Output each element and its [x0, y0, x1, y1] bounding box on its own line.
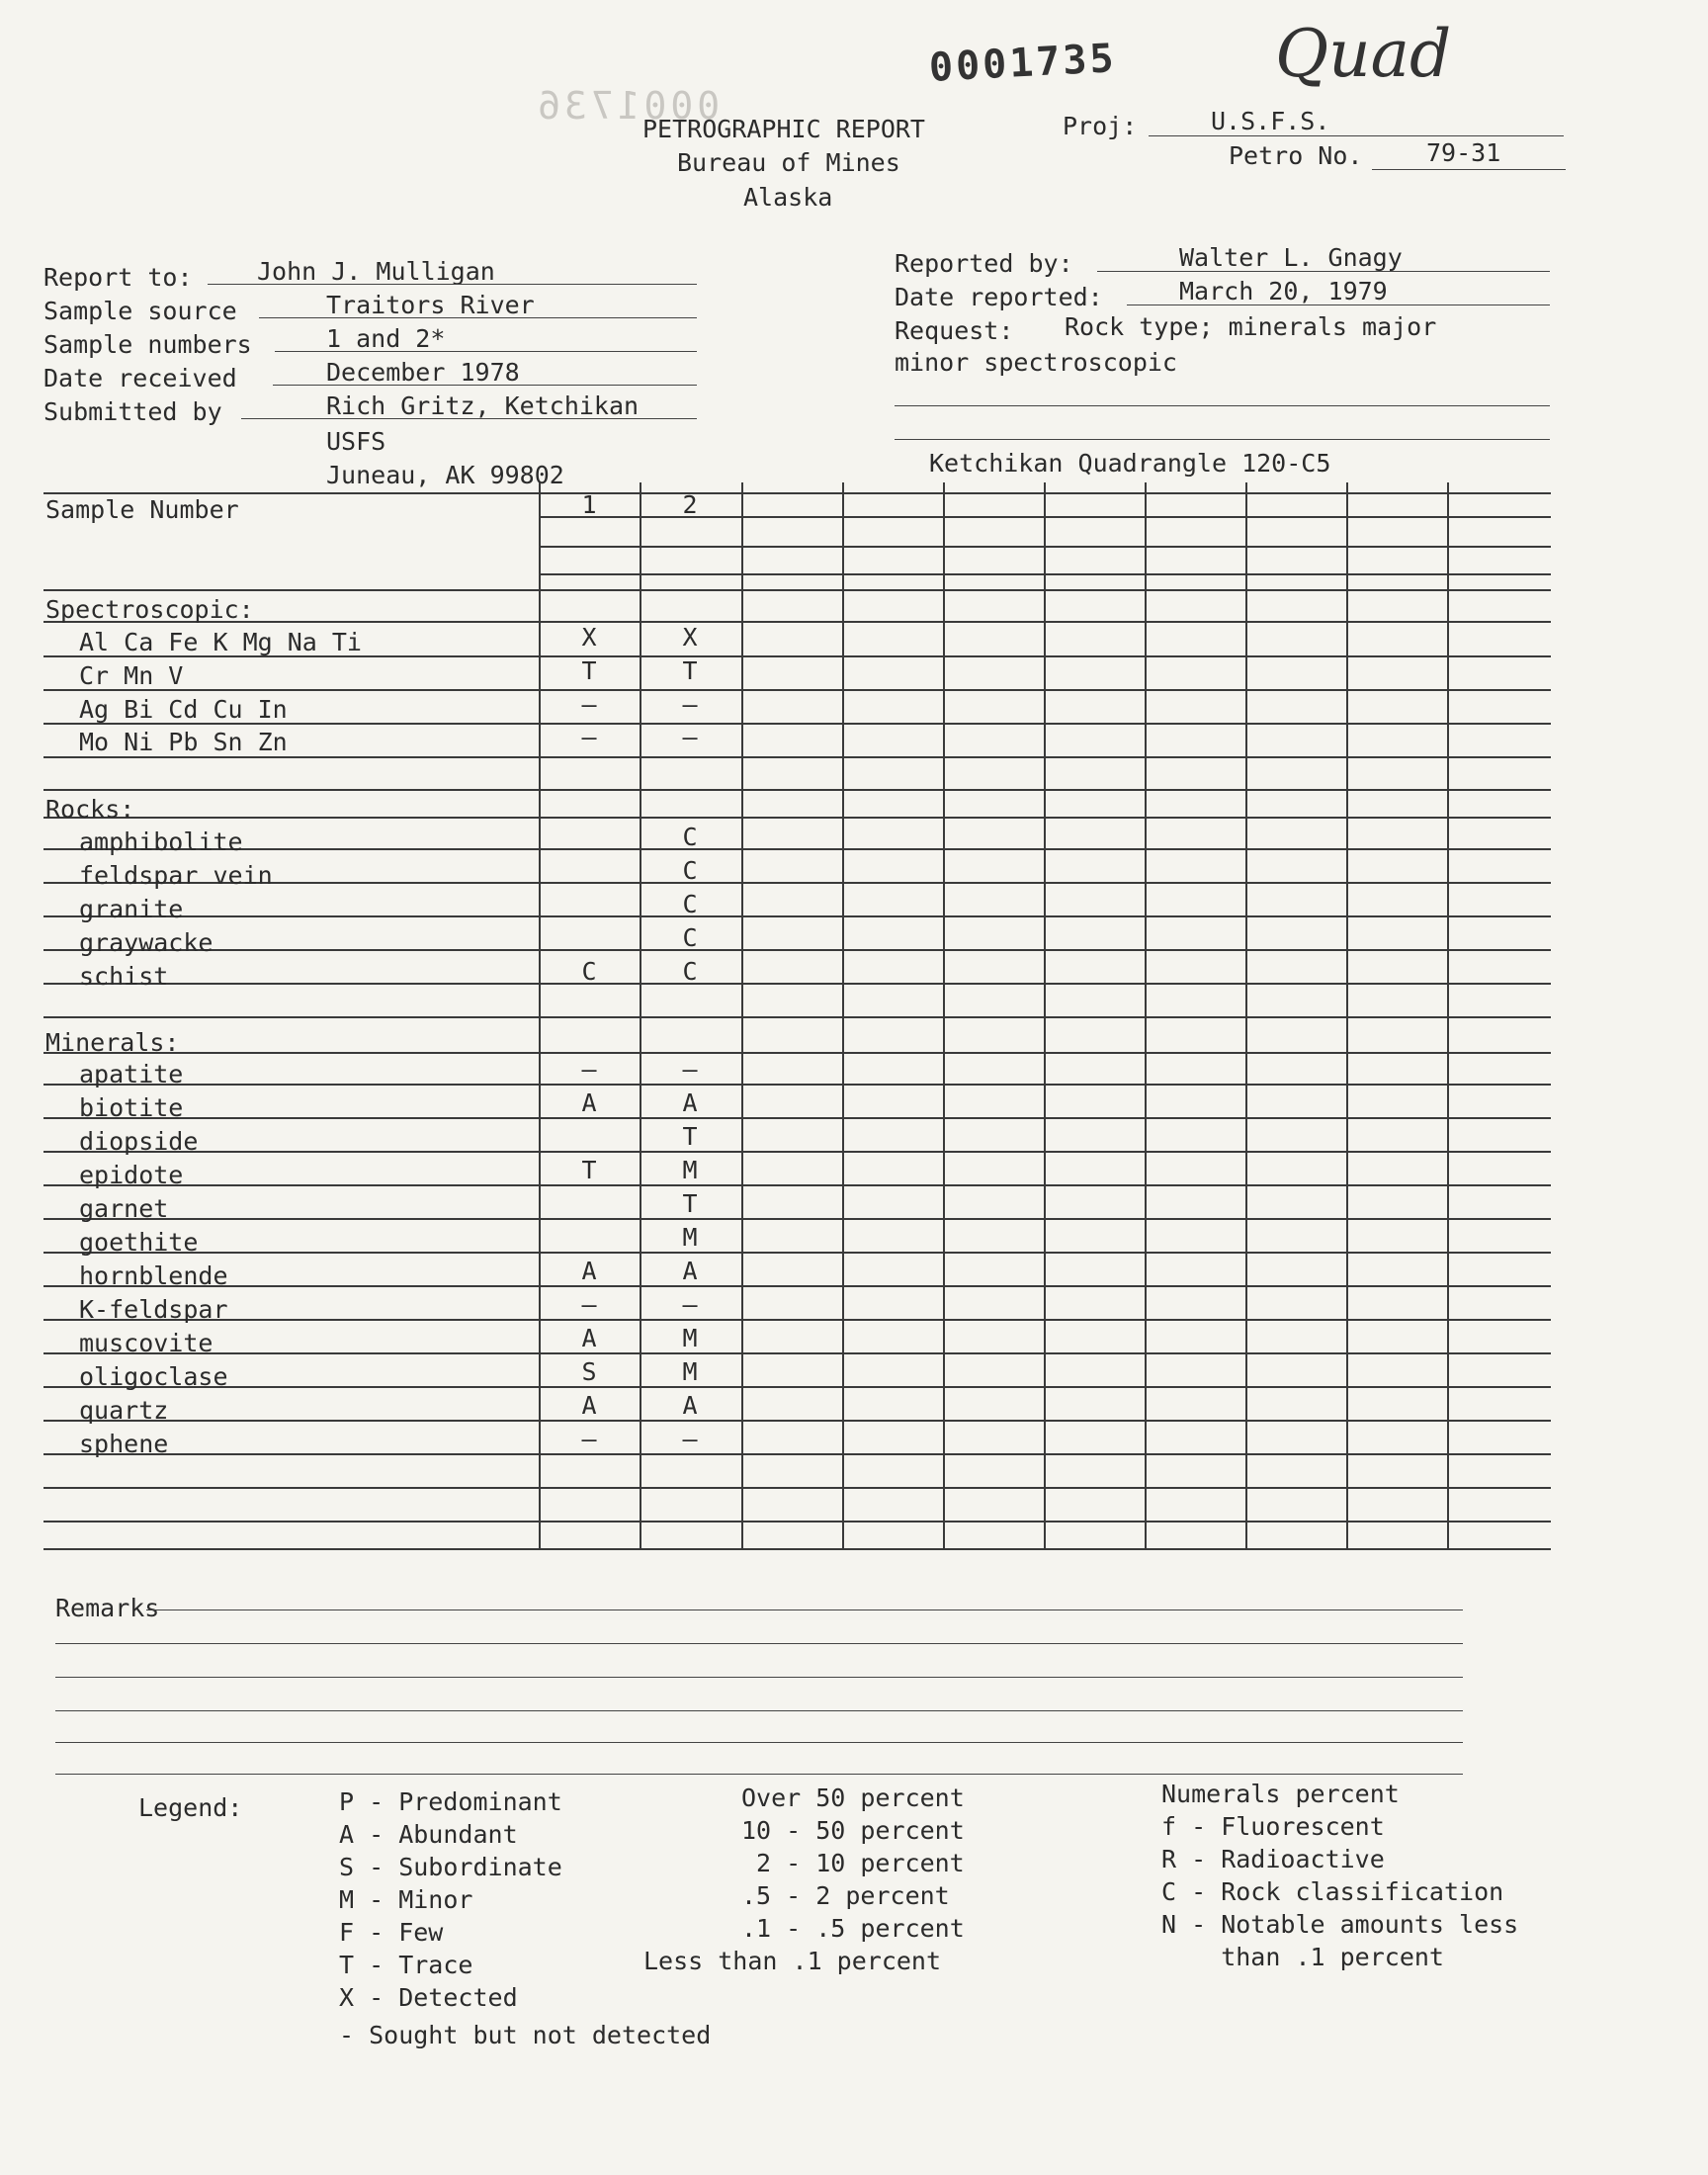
table-rule [43, 1319, 1551, 1321]
rock-cell-s1: C [581, 957, 597, 986]
spectro-row-label: Ag Bi Cd Cu In [79, 695, 288, 724]
table-rule [43, 949, 1551, 951]
rock-cell-s2: C [682, 823, 698, 851]
legend-code: A - Abundant [339, 1820, 518, 1849]
mineral-row-label: K-feldspar [79, 1295, 228, 1324]
legend-code: S - Subordinate [339, 1853, 562, 1881]
column-divider [1447, 482, 1449, 1548]
remarks-line [55, 1710, 1463, 1711]
rock-row-label: schist [79, 962, 169, 991]
mineral-row-label: epidote [79, 1161, 184, 1189]
sample-source-label: Sample source [43, 297, 237, 325]
legend-note: C - Rock classification [1161, 1877, 1504, 1906]
sample-numbers-underline [275, 351, 697, 352]
sample-numbers-label: Sample numbers [43, 330, 252, 359]
mineral-row-label: garnet [79, 1194, 169, 1223]
request-label: Request: [895, 316, 1014, 345]
date-reported-value: March 20, 1979 [1179, 277, 1388, 305]
table-rule [43, 1218, 1551, 1220]
rock-row-label: graywacke [79, 928, 214, 957]
mineral-row-label: diopside [79, 1127, 199, 1156]
petro-no-underline [1372, 169, 1566, 170]
date-received-label: Date received [43, 364, 237, 392]
spectro-cell-s1: X [581, 623, 597, 652]
column-divider [1145, 482, 1147, 1548]
petro-no-value: 79-31 [1426, 138, 1501, 167]
request-line-1: Rock type; minerals major [1065, 312, 1437, 341]
legend-range: 10 - 50 percent [741, 1816, 965, 1845]
legend-range: 2 - 10 percent [756, 1849, 965, 1877]
reported-by-value: Walter L. Gnagy [1179, 243, 1403, 272]
column-divider [539, 482, 541, 1548]
legend-note: R - Radioactive [1161, 1845, 1385, 1873]
column-divider [640, 482, 641, 1548]
submitted-by-line-3: Juneau, AK 99802 [326, 461, 564, 489]
rock-cell-s2: C [682, 856, 698, 885]
column-divider [1245, 482, 1247, 1548]
mineral-row-label: oligoclase [79, 1362, 228, 1391]
column-divider [1044, 482, 1046, 1548]
legend-range: Less than .1 percent [643, 1947, 942, 1975]
spectro-row-label: Cr Mn V [79, 661, 184, 690]
table-rule [43, 1117, 1551, 1119]
spectro-cell-s2: – [682, 690, 698, 719]
mineral-row-label: hornblende [79, 1262, 228, 1290]
mineral-cell-s2: – [682, 1290, 698, 1319]
report-title: PETROGRAPHIC REPORT [642, 115, 925, 143]
mineral-cell-s2: M [682, 1156, 698, 1184]
table-rule [43, 983, 1551, 985]
table-rule [43, 1420, 1551, 1422]
legend-code: F - Few [339, 1918, 444, 1947]
spectro-cell-s2: T [682, 656, 698, 685]
remarks-line [55, 1774, 1463, 1775]
table-rule [43, 1184, 1551, 1186]
table-rule [43, 1521, 1551, 1522]
legend-code: M - Minor [339, 1885, 473, 1914]
rock-row-label: granite [79, 895, 184, 923]
mineral-cell-s1: – [581, 1055, 597, 1084]
report-subtitle: Bureau of Mines [677, 148, 900, 177]
reported-by-label: Reported by: [895, 249, 1073, 278]
document-number: 0001735 [927, 36, 1118, 91]
legend-range: .5 - 2 percent [741, 1881, 950, 1910]
mineral-cell-s2: – [682, 1425, 698, 1453]
legend-code: X - Detected [339, 1983, 518, 2012]
proj-label: Proj: [1063, 112, 1138, 140]
mineral-cell-s1: A [581, 1324, 597, 1352]
date-reported-underline [1127, 304, 1550, 305]
mineral-cell-s2: T [682, 1189, 698, 1218]
report-location: Alaska [743, 183, 833, 212]
spectro-row-label: Al Ca Fe K Mg Na Ti [79, 628, 362, 656]
legend-code: P - Predominant [339, 1787, 562, 1816]
mineral-cell-s1: – [581, 1425, 597, 1453]
table-rule [43, 1084, 1551, 1086]
sample-column-1: 1 [581, 490, 597, 519]
mineral-row-label: apatite [79, 1060, 184, 1088]
quadrangle-label: Ketchikan Quadrangle 120-C5 [929, 449, 1331, 478]
spectro-cell-s2: – [682, 723, 698, 751]
table-rule [43, 689, 1551, 691]
legend-code: - Sought but not detected [339, 2021, 712, 2049]
table-rule [43, 1252, 1551, 1254]
handwritten-note: Quad [1275, 16, 1452, 92]
remarks-line [55, 1677, 1463, 1678]
date-received-value: December 1978 [326, 358, 520, 387]
mineral-cell-s1: A [581, 1391, 597, 1420]
table-rule [43, 848, 1551, 850]
rock-cell-s2: C [682, 923, 698, 952]
remarks-line [55, 1643, 1463, 1644]
spectro-row-label: Mo Ni Pb Sn Zn [79, 728, 288, 756]
rocks-heading: Rocks: [45, 795, 135, 824]
report-to-value: John J. Mulligan [257, 257, 495, 286]
mineral-row-label: goethite [79, 1228, 199, 1257]
legend-code: T - Trace [339, 1951, 473, 1979]
column-divider [943, 482, 945, 1548]
minerals-heading: Minerals: [45, 1028, 180, 1057]
ghost-document-number: 0001736 [534, 84, 721, 128]
mineral-cell-s1: S [581, 1357, 597, 1386]
spectro-cell-s2: X [682, 623, 698, 652]
legend-label: Legend: [138, 1793, 243, 1822]
remarks-label: Remarks [55, 1594, 160, 1622]
request-blank-line-1 [895, 405, 1550, 406]
table-rule [43, 1487, 1551, 1489]
table-rule [43, 1052, 1551, 1054]
mineral-cell-s2: A [682, 1391, 698, 1420]
legend-note: N - Notable amounts less [1161, 1910, 1519, 1939]
rock-row-label: amphibolite [79, 827, 243, 856]
request-line-2: minor spectroscopic [895, 348, 1177, 377]
remarks-line [55, 1742, 1463, 1743]
mineral-cell-s1: – [581, 1290, 597, 1319]
rock-cell-s2: C [682, 890, 698, 918]
mineral-row-label: biotite [79, 1093, 184, 1122]
table-rule [43, 756, 1551, 758]
request-blank-line-2 [895, 439, 1550, 440]
petro-no-label: Petro No. [1229, 141, 1363, 170]
spectro-cell-s1: – [581, 690, 597, 719]
date-reported-label: Date reported: [895, 283, 1103, 311]
table-top-rule [43, 492, 1551, 494]
submitted-by-underline [241, 418, 697, 419]
mineral-cell-s2: M [682, 1223, 698, 1252]
mineral-cell-s2: M [682, 1357, 698, 1386]
sample-column-2: 2 [682, 490, 698, 519]
spectro-cell-s1: T [581, 656, 597, 685]
proj-underline [1149, 135, 1564, 136]
legend-note: Numerals percent [1161, 1780, 1400, 1808]
table-rule [43, 1151, 1551, 1153]
sample-source-underline [259, 317, 697, 318]
table-rule [43, 1016, 1551, 1018]
mineral-cell-s2: – [682, 1055, 698, 1084]
table-rule [43, 1352, 1551, 1354]
legend-note: than .1 percent [1161, 1943, 1444, 1971]
sample-number-label: Sample Number [45, 495, 239, 524]
report-to-underline [208, 284, 697, 285]
spectro-cell-s1: – [581, 723, 597, 751]
table-rule [43, 817, 1551, 819]
legend-range: .1 - .5 percent [741, 1914, 965, 1943]
legend-range: Over 50 percent [741, 1784, 965, 1812]
column-divider [741, 482, 743, 1548]
mineral-cell-s2: A [682, 1088, 698, 1117]
submitted-by-line-2: USFS [326, 427, 386, 456]
proj-value: U.S.F.S. [1211, 107, 1330, 135]
mineral-row-label: muscovite [79, 1329, 214, 1357]
column-divider [842, 482, 844, 1548]
table-rule [43, 1285, 1551, 1287]
mineral-cell-s2: A [682, 1257, 698, 1285]
date-received-underline [273, 385, 697, 386]
mineral-row-label: quartz [79, 1396, 169, 1425]
table-rule [43, 789, 1551, 791]
mineral-cell-s2: T [682, 1122, 698, 1151]
submitted-by-label: Submitted by [43, 397, 222, 426]
submitted-by-line-1: Rich Gritz, Ketchikan [326, 392, 640, 420]
legend-note: f - Fluorescent [1161, 1812, 1385, 1841]
table-rule [43, 589, 1551, 591]
mineral-row-label: sphene [79, 1430, 169, 1458]
mineral-cell-s2: M [682, 1324, 698, 1352]
table-bottom-rule [43, 1548, 1551, 1550]
reported-by-underline [1097, 271, 1550, 272]
table-rule [43, 1453, 1551, 1455]
sample-source-value: Traitors River [326, 291, 535, 319]
rock-row-label: feldspar vein [79, 861, 273, 890]
mineral-cell-s1: T [581, 1156, 597, 1184]
table-rule [43, 915, 1551, 917]
table-rule [43, 1386, 1551, 1388]
mineral-cell-s1: A [581, 1257, 597, 1285]
rock-cell-s2: C [682, 957, 698, 986]
spectroscopic-heading: Spectroscopic: [45, 595, 254, 624]
table-rule [43, 621, 1551, 623]
report-to-label: Report to: [43, 263, 193, 292]
mineral-cell-s1: A [581, 1088, 597, 1117]
sample-numbers-value: 1 and 2* [326, 324, 446, 353]
column-divider [1346, 482, 1348, 1548]
